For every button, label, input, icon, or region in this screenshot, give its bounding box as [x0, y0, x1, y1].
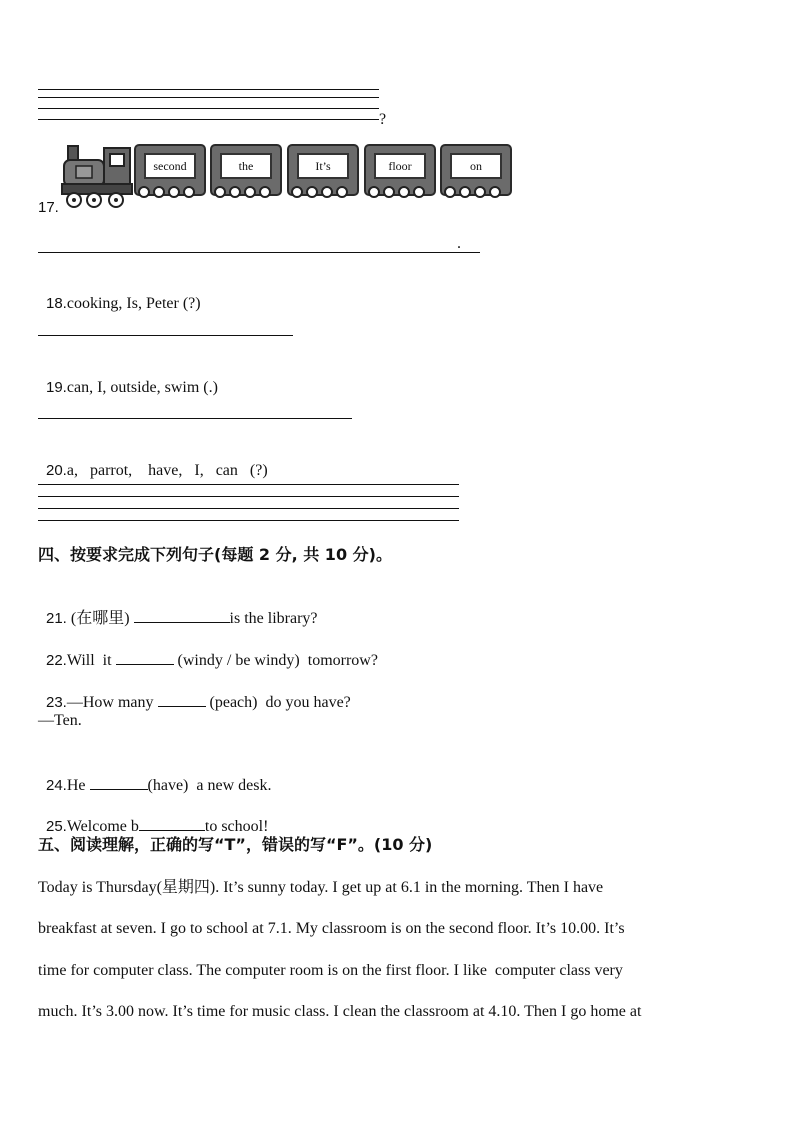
passage-line: much. It’s 3.00 now. It’s time for music class. I clean the classroom at 4.10. Then I go home at [38, 1003, 642, 1020]
wheels-icon [214, 185, 280, 199]
answer-line [38, 252, 480, 253]
answer-line [38, 335, 293, 336]
question-number: 19. [46, 379, 67, 396]
train-locomotive-icon [60, 144, 136, 210]
wheels-icon [291, 185, 357, 199]
train-word: the [220, 153, 272, 179]
passage-line: breakfast at seven. I go to school at 7.1. My classroom is on the second floor. It’s 10.00. It’s [38, 920, 625, 937]
question-text: a, parrot, have, I, can (?) [66, 462, 268, 479]
answer-line-3 [38, 108, 379, 109]
train-word: second [144, 153, 196, 179]
answer-line-1 [38, 484, 459, 485]
section-4-title: 四、按要求完成下列句子(每题 2 分, 共 10 分)。 [38, 545, 392, 564]
question-suffix: is the library? [229, 610, 318, 627]
question-21 [38, 586, 318, 629]
wheels-icon [138, 185, 204, 199]
question-number: 21. [46, 610, 67, 627]
question-number: 18. [46, 295, 67, 312]
question-prefix: He [66, 777, 90, 794]
question-number: 17. [38, 199, 59, 216]
fill-blank-input[interactable] [139, 814, 205, 831]
fill-blank-input[interactable] [158, 690, 206, 707]
question-prefix: (在哪里) [66, 610, 134, 627]
question-suffix: (have) a new desk. [147, 777, 272, 794]
question-end-mark: ? [379, 111, 387, 128]
question-number: 23. [46, 694, 67, 711]
train-word: floor [374, 153, 426, 179]
question-suffix: (windy / be windy) tomorrow? [173, 652, 378, 669]
question-prefix: —How many [66, 694, 158, 711]
train-car-3 [287, 144, 359, 196]
question-number: 20. [46, 462, 67, 479]
answer-line-4 [38, 119, 379, 120]
section-5-title: 五、阅读理解，正确的写“T”，错误的写“F”。(10 分) [38, 835, 433, 854]
answer-line-4 [38, 520, 459, 521]
answer-line-2 [38, 496, 459, 497]
question-text: can, I, outside, swim (.) [66, 379, 218, 396]
question-number: 24. [46, 777, 67, 794]
fill-blank-input[interactable] [134, 606, 230, 623]
question-suffix: (peach) do you have? [205, 694, 351, 711]
question-text: cooking, Is, Peter (?) [66, 295, 201, 312]
question-end-mark: . [457, 235, 461, 252]
question-prefix: Will it [66, 652, 116, 669]
question-24 [38, 753, 271, 796]
wheels-icon [368, 185, 434, 199]
question-prefix: Welcome b [66, 818, 139, 835]
question-22 [38, 628, 378, 671]
question-19 [38, 358, 218, 398]
fill-blank-input[interactable] [90, 773, 148, 790]
train-car-2 [210, 144, 282, 196]
passage-line: Today is Thursday(星期四). It’s sunny today. I get up at 6.1 in the morning. Then I have [38, 879, 604, 896]
answer-line-2 [38, 97, 379, 98]
answer-line [38, 418, 352, 419]
question-25 [38, 794, 268, 837]
question-20 [38, 441, 268, 481]
train-word: on [450, 153, 502, 179]
question-suffix: to school! [204, 818, 269, 835]
question-23-answer: —Ten. [38, 712, 82, 729]
question-number: 22. [46, 652, 67, 669]
train-car-5 [440, 144, 512, 196]
wheels-icon [444, 185, 510, 199]
passage-line: time for computer class. The computer room is on the first floor. I like computer class very [38, 962, 623, 979]
answer-line-1 [38, 89, 379, 90]
train-car-1 [134, 144, 206, 196]
train-word: It’s [297, 153, 349, 179]
question-number: 25. [46, 818, 67, 835]
train-car-4 [364, 144, 436, 196]
question-23 [38, 670, 351, 713]
question-18 [38, 274, 201, 314]
fill-blank-input[interactable] [116, 648, 174, 665]
answer-line-3 [38, 508, 459, 509]
